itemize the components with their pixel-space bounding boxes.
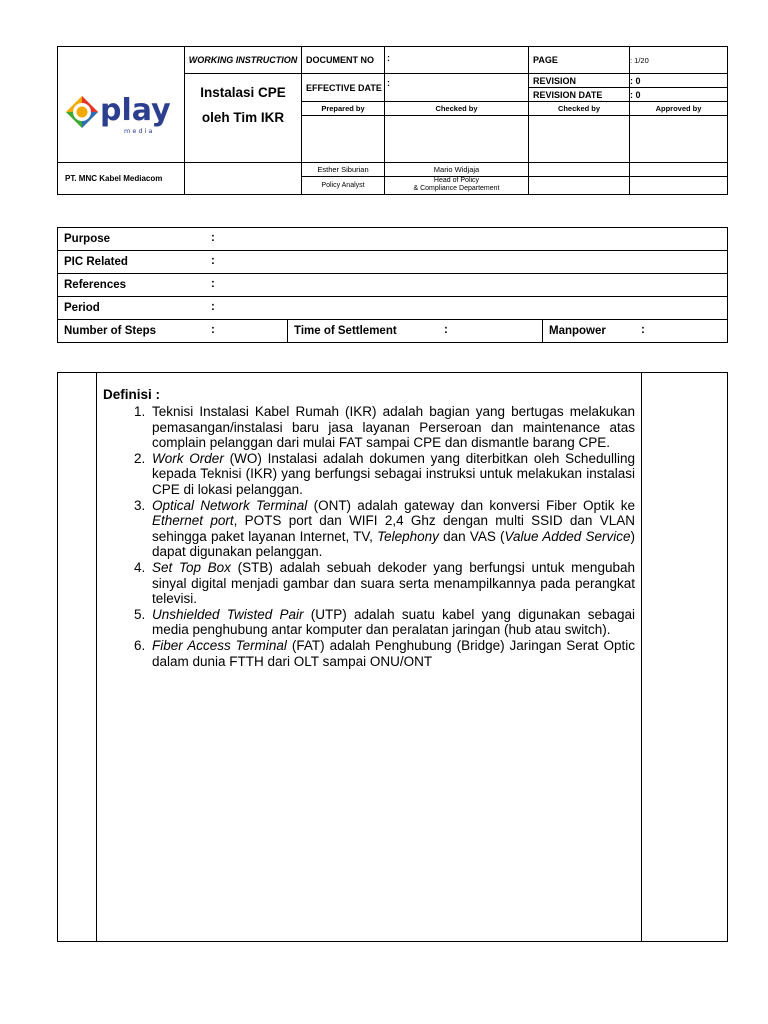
- document-title: [185, 74, 302, 163]
- document-no-label: DOCUMENT NO: [302, 47, 385, 74]
- definitions-cell: [97, 373, 642, 942]
- doc-type: WORKING INSTRUCTION: [185, 47, 302, 74]
- info-table: [57, 227, 728, 343]
- approver-role: [630, 176, 728, 194]
- left-margin-cell: [58, 373, 97, 942]
- title-line-1: Instalasi CPE: [200, 85, 286, 101]
- references-row: [58, 274, 728, 297]
- list-item: [149, 498, 635, 560]
- content-table: [57, 372, 728, 942]
- right-margin-cell: [642, 373, 728, 942]
- manpower-label: Manpower: [549, 325, 606, 337]
- document-no-value: [385, 47, 529, 74]
- list-item: [149, 607, 635, 638]
- approved-by-label: Approved by: [630, 101, 728, 115]
- preparer-role: Policy Analyst: [302, 176, 385, 194]
- revision-date-label: REVISION DATE: [529, 88, 630, 102]
- item-term: Optical Network Terminal: [152, 497, 308, 513]
- approver-name: [630, 163, 728, 177]
- pic-related-row: [58, 251, 728, 274]
- item-text: Teknisi Instalasi Kabel Rumah (IKR) adalah bagian yang bertugas melakukan pemasangan/instalasi baru jasa layanan Perseroan dan maintenance atas complain pelanggan dari mulai FAT sampai CPE dan dismantle barang CPE.: [152, 404, 635, 451]
- colon: :: [211, 255, 215, 267]
- colon: :: [211, 301, 215, 313]
- list-item: [149, 638, 635, 669]
- prepared-signature: [302, 115, 385, 163]
- colon: :: [387, 78, 390, 89]
- definitions-title: Definisi :: [103, 387, 161, 402]
- logo-subtext: m e d i a: [124, 127, 153, 135]
- references-label: References: [64, 279, 127, 291]
- checker-name: Mario Widjaja: [385, 163, 529, 177]
- item-term: Ethernet port: [152, 513, 234, 529]
- number-of-steps-cell: [58, 320, 288, 343]
- item-term: Telephony: [377, 528, 439, 544]
- checker-role-line-1: Head of Policy: [433, 177, 480, 185]
- list-item: [149, 451, 635, 498]
- item-term: Fiber Access Terminal: [152, 637, 287, 653]
- colon: :: [211, 324, 215, 336]
- title-line-2: oleh Tim IKR: [201, 110, 285, 126]
- revision-date-value: : 0: [630, 88, 728, 102]
- list-item: [149, 404, 635, 451]
- checker-role-2: [529, 176, 630, 194]
- checked-signature-2: [529, 115, 630, 163]
- revision-value: : 0: [630, 74, 728, 88]
- colon: :: [211, 232, 215, 244]
- effective-date-value: [385, 74, 529, 101]
- checker-name-2: [529, 163, 630, 177]
- time-of-settlement-cell: [288, 320, 543, 343]
- revision-label: REVISION: [529, 74, 630, 88]
- item-term: Set Top Box: [152, 559, 231, 575]
- page-label: PAGE: [529, 47, 630, 74]
- colon: :: [641, 324, 645, 336]
- item-text: dan VAS (: [438, 528, 505, 544]
- play-logo-icon: [60, 88, 184, 138]
- item-term: Work Order: [152, 450, 224, 466]
- item-text: (UTP) adalah suatu kabel yang digunakan sebagai media penghubung antar komputer dan peralatan jaringan (hub atau switch).: [152, 606, 635, 638]
- page-value: : 1/20: [630, 47, 728, 74]
- item-text: (WO) Instalasi adalah dokumen yang diterbitkan oleh Schedulling kepada Teknisi (IKR) yang berfungsi sebagai instruksi untuk melakukan instalasi CPE di lokasi pelanggan.: [152, 450, 635, 497]
- item-text: (FAT) adalah Penghubung (Bridge) Jaringan Serat Optic dalam dunia FTTH dari OLT sampai ONU/ONT: [152, 637, 635, 669]
- number-of-steps-label: Number of Steps: [64, 325, 157, 337]
- effective-date-label: EFFECTIVE DATE: [302, 74, 385, 101]
- play-media-logo: [60, 88, 184, 138]
- purpose-label: Purpose: [64, 233, 111, 245]
- purpose-row: [58, 228, 728, 251]
- item-term: Unshielded Twisted Pair: [152, 606, 304, 622]
- colon: :: [444, 324, 448, 336]
- colon: :: [211, 278, 215, 290]
- item-text: (STB) adalah sebuah dekoder yang berfungsi untuk mengubah sinyal digital menjadi gambar dan suara serta menampilkannya pada perangkat televisi.: [152, 559, 635, 607]
- definitions-list: [97, 404, 641, 669]
- time-of-settlement-label: Time of Settlement: [294, 325, 397, 337]
- colon: :: [387, 53, 390, 63]
- checker-role: [385, 176, 529, 194]
- checked-by-label-1: Checked by: [385, 101, 529, 115]
- approved-signature: [630, 115, 728, 163]
- pic-related-label: PIC Related: [64, 256, 128, 268]
- item-text: ) dapat digunakan pelanggan.: [152, 528, 635, 560]
- prepared-by-label: Prepared by: [302, 101, 385, 115]
- period-label: Period: [64, 302, 100, 314]
- logo-text: play: [100, 93, 171, 128]
- checker-role-line-2: & Compliance Departement: [413, 185, 500, 193]
- manpower-cell: [543, 320, 728, 343]
- company-name: PT. MNC Kabel Mediacom: [58, 163, 185, 195]
- period-row: [58, 297, 728, 320]
- list-item: [149, 560, 635, 607]
- title-bottom-cell: [185, 163, 302, 195]
- item-term: Value Added Service: [504, 528, 631, 544]
- item-text: , POTS port dan WIFI 2,4 Ghz dengan multi SSID dan VLAN sehingga paket layanan Internet, TV,: [152, 513, 635, 544]
- checked-by-label-2: Checked by: [529, 101, 630, 115]
- item-text: (ONT) adalah gateway dan konversi Fiber Optik ke: [307, 497, 635, 513]
- checked-signature-1: [385, 115, 529, 163]
- preparer-name: Esther Siburian: [302, 163, 385, 177]
